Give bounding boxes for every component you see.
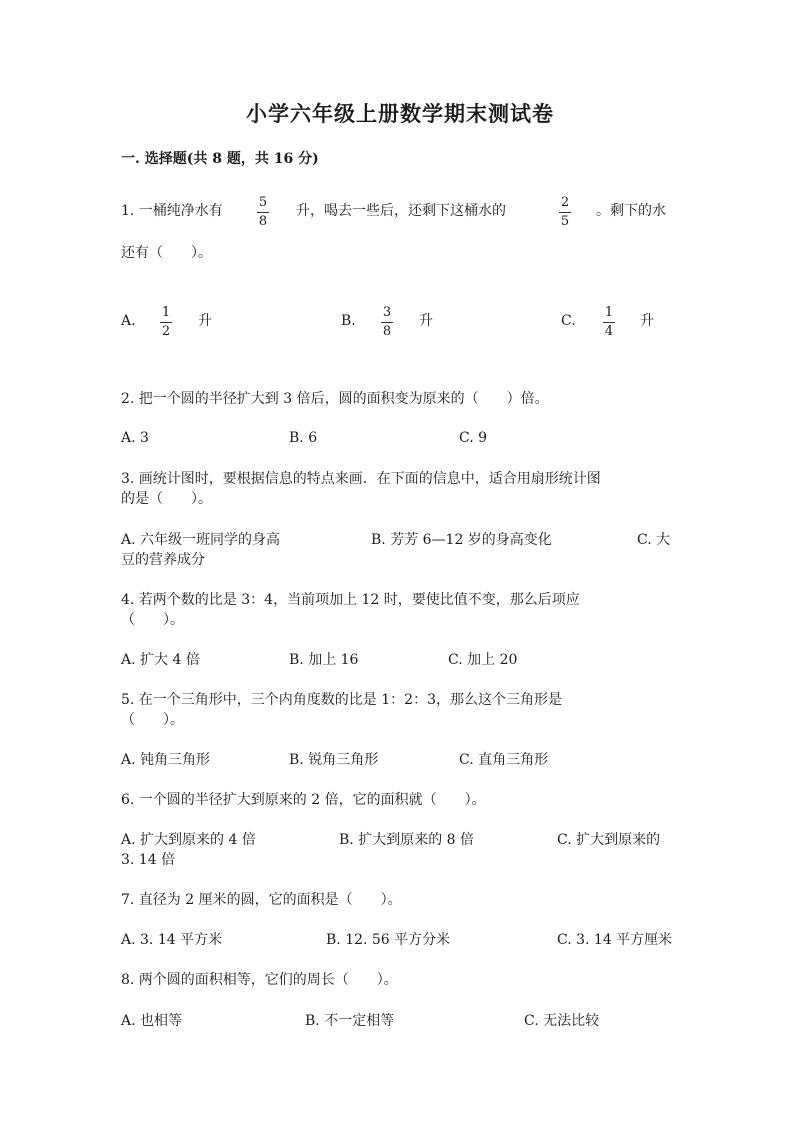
question-2-option-a[interactable]: A. 3: [121, 430, 149, 446]
question-5-line-2: （ ）。: [121, 712, 184, 728]
denominator: 5: [560, 214, 570, 229]
question-3-option-c-cont: 豆的营养成分: [121, 552, 205, 568]
question-7-option-a[interactable]: A. 3. 14 平方米: [121, 932, 223, 948]
numerator: 5: [258, 195, 268, 210]
question-5-option-c[interactable]: C. 直角三角形: [459, 752, 549, 768]
question-4-line-2: （ ）。: [121, 612, 184, 628]
question-7-option-b[interactable]: B. 12. 56 平方分米: [326, 932, 451, 948]
question-3-line-1: 3. 画统计图时，要根据信息的特点来画．在下面的信息中，适合用扇形统计图: [121, 471, 601, 487]
fraction-2-5: [559, 196, 571, 229]
question-1-text-c: 。剩下的水: [596, 203, 666, 219]
question-7-text: 7. 直径为 2 厘米的圆，它的面积是（ ）。: [121, 892, 402, 908]
question-3-option-a[interactable]: A. 六年级一班同学的身高: [121, 532, 281, 548]
fraction-5-8: [257, 196, 269, 229]
question-2-option-c[interactable]: C. 9: [459, 430, 488, 446]
numerator: 2: [560, 195, 570, 210]
denominator: 2: [161, 324, 171, 339]
option-c-fraction: [603, 306, 615, 339]
denominator: 4: [604, 324, 614, 339]
question-7-option-c[interactable]: C. 3. 14 平方厘米: [557, 932, 673, 948]
question-5-option-a[interactable]: A. 钝角三角形: [121, 752, 211, 768]
fraction-bar: [160, 322, 172, 323]
question-8-option-c[interactable]: C. 无法比较: [524, 1013, 600, 1029]
question-4-option-a[interactable]: A. 扩大 4 倍: [121, 652, 200, 668]
denominator: 8: [382, 324, 392, 339]
fraction-bar: [603, 322, 615, 323]
question-1-text-b: 升，喝去一些后，还剩下这桶水的: [296, 203, 506, 219]
numerator: 1: [604, 305, 614, 320]
question-5-option-b[interactable]: B. 锐角三角形: [289, 752, 379, 768]
question-6-text: 6. 一个圆的半径扩大到原来的 2 倍，它的面积就（ ）。: [121, 792, 486, 808]
question-1-line-2: 还有（ ）。: [121, 245, 212, 261]
question-3-line-2: 的是（ ）。: [121, 491, 212, 507]
question-8-option-b[interactable]: B. 不一定相等: [305, 1013, 395, 1029]
question-6-option-b[interactable]: B. 扩大到原来的 8 倍: [339, 832, 474, 848]
question-6-option-c[interactable]: C. 扩大到原来的: [557, 832, 661, 848]
option-c-label[interactable]: C.: [561, 313, 576, 329]
option-b-fraction: [381, 306, 393, 339]
denominator: 8: [258, 214, 268, 229]
question-6-option-c-cont: 3. 14 倍: [121, 852, 176, 868]
question-4-option-c[interactable]: C. 加上 20: [448, 652, 518, 668]
question-2-option-b[interactable]: B. 6: [289, 430, 318, 446]
option-a-unit: 升: [198, 313, 212, 329]
numerator: 3: [382, 305, 392, 320]
option-a-fraction: [160, 306, 172, 339]
fraction-bar: [559, 212, 571, 213]
option-c-unit: 升: [640, 313, 654, 329]
question-8-text: 8. 两个圆的面积相等，它们的周长（ ）。: [121, 972, 398, 988]
question-2-text: 2. 把一个圆的半径扩大到 3 倍后，圆的面积变为原来的（ ）倍。: [121, 391, 549, 407]
option-b-unit: 升: [419, 313, 433, 329]
question-4-option-b[interactable]: B. 加上 16: [289, 652, 359, 668]
fraction-bar: [257, 212, 269, 213]
question-6-option-a[interactable]: A. 扩大到原来的 4 倍: [121, 832, 256, 848]
fraction-bar: [381, 322, 393, 323]
question-4-line-1: 4. 若两个数的比是 3：4，当前项加上 12 时，要使比值不变，那么后项应: [121, 592, 580, 608]
option-b-label[interactable]: B.: [341, 313, 356, 329]
numerator: 1: [161, 305, 171, 320]
question-1-text-a: 1. 一桶纯净水有: [121, 203, 223, 219]
question-3-option-b[interactable]: B. 芳芳 6—12 岁的身高变化: [371, 532, 552, 548]
page-title: 小学六年级上册数学期末测试卷: [246, 101, 554, 126]
question-5-line-1: 5. 在一个三角形中，三个内角度数的比是 1：2：3，那么这个三角形是: [121, 692, 562, 708]
question-3-option-c[interactable]: C. 大: [637, 532, 671, 548]
section-heading: 一. 选择题(共 8 题，共 16 分): [121, 151, 319, 167]
question-8-option-a[interactable]: A. 也相等: [121, 1013, 183, 1029]
option-a-label[interactable]: A.: [121, 313, 136, 329]
